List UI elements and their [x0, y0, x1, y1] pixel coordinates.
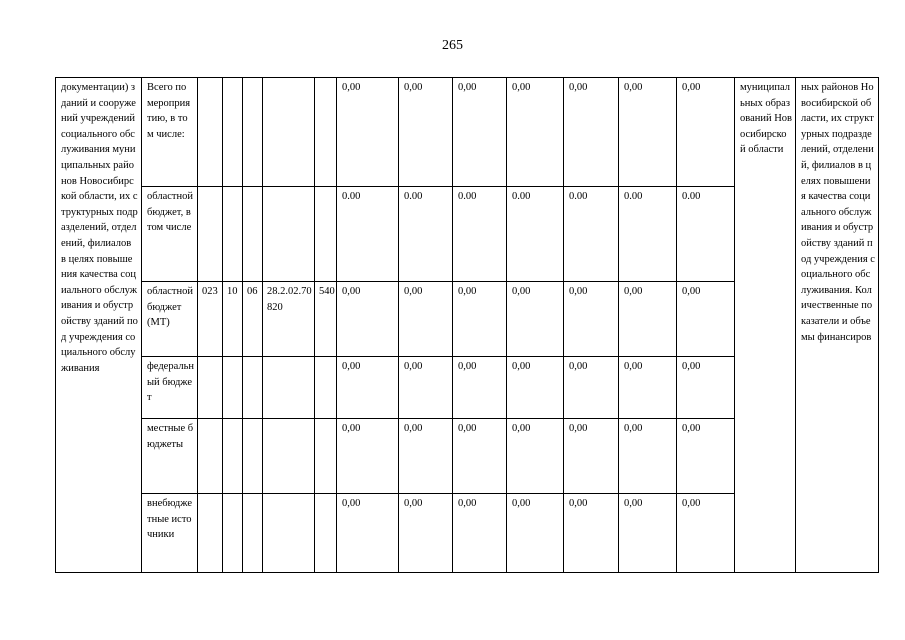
value-cell: 0,00: [453, 78, 507, 187]
grbs-cell: [198, 78, 223, 187]
csr-cell: [263, 357, 315, 419]
measure-description: документации) зданий и сооружений учреждений социального обслуживания муниципальных районов Новосибирской области, их структурных подразделений, отделений, филиалов в целях повышения качества социального обслуживания и обустройству зданий под учреждения социального обслуживания: [56, 78, 142, 573]
value-cell: 0,00: [507, 494, 564, 573]
executor-cell: муниципальных образований Новосибирской области: [735, 78, 796, 573]
value-cell: 0,00: [507, 357, 564, 419]
csr-cell: [263, 494, 315, 573]
vr-cell: [315, 187, 337, 282]
value-cell: 0.00: [677, 187, 735, 282]
csr-cell: [263, 78, 315, 187]
csr-cell: 28.2.02.70820: [263, 282, 315, 357]
grbs-cell: [198, 357, 223, 419]
funding-source-cell: местные бюджеты: [142, 419, 198, 494]
vr-cell: [315, 357, 337, 419]
rz-cell: [223, 78, 243, 187]
funding-source-cell: областной бюджет, в том числе: [142, 187, 198, 282]
rz-cell: [223, 357, 243, 419]
value-cell: 0,00: [337, 282, 399, 357]
vr-cell: [315, 419, 337, 494]
funding-source-cell: областной бюджет (МТ): [142, 282, 198, 357]
value-cell: 0,00: [399, 282, 453, 357]
grbs-cell: [198, 419, 223, 494]
rz-cell: [223, 494, 243, 573]
grbs-cell: 023: [198, 282, 223, 357]
value-cell: 0,00: [453, 419, 507, 494]
rz-cell: [223, 419, 243, 494]
value-cell: 0,00: [564, 282, 619, 357]
pr-cell: [243, 78, 263, 187]
value-cell: 0.00: [564, 187, 619, 282]
grbs-cell: [198, 187, 223, 282]
rz-cell: [223, 187, 243, 282]
value-cell: 0,00: [677, 419, 735, 494]
value-cell: 0,00: [677, 78, 735, 187]
funding-source-cell: Всего по мероприятию, в том числе:: [142, 78, 198, 187]
pr-cell: [243, 419, 263, 494]
table-row: [56, 78, 879, 187]
funding-source-cell: федеральный бюджет: [142, 357, 198, 419]
page-number: 265: [442, 38, 463, 53]
value-cell: 0,00: [337, 357, 399, 419]
value-cell: 0,00: [619, 494, 677, 573]
pr-cell: 06: [243, 282, 263, 357]
csr-cell: [263, 187, 315, 282]
value-cell: 0,00: [337, 494, 399, 573]
grbs-cell: [198, 494, 223, 573]
value-cell: 0,00: [453, 494, 507, 573]
vr-cell: 540: [315, 282, 337, 357]
value-cell: 0,00: [507, 282, 564, 357]
pr-cell: [243, 494, 263, 573]
value-cell: 0,00: [564, 494, 619, 573]
value-cell: 0,00: [564, 78, 619, 187]
pr-cell: [243, 187, 263, 282]
value-cell: 0.00: [619, 187, 677, 282]
value-cell: 0.00: [507, 187, 564, 282]
vr-cell: [315, 494, 337, 573]
value-cell: 0,00: [564, 357, 619, 419]
rz-cell: 10: [223, 282, 243, 357]
value-cell: 0,00: [619, 282, 677, 357]
value-cell: 0,00: [564, 419, 619, 494]
value-cell: 0,00: [337, 419, 399, 494]
value-cell: 0,00: [337, 78, 399, 187]
value-cell: 0.00: [399, 187, 453, 282]
vr-cell: [315, 78, 337, 187]
value-cell: 0,00: [677, 282, 735, 357]
expected-result-cell: ных районов Новосибирской области, их структурных подразделений, отделений, филиалов в целях повышения качества социального обслуживания и обустройству зданий под учреждения социального обслуживания. Количественные показатели и объемы финансиров: [796, 78, 879, 573]
csr-cell: [263, 419, 315, 494]
value-cell: 0,00: [399, 419, 453, 494]
value-cell: 0,00: [453, 357, 507, 419]
pr-cell: [243, 357, 263, 419]
value-cell: 0,00: [507, 78, 564, 187]
value-cell: 0,00: [677, 494, 735, 573]
value-cell: 0,00: [399, 494, 453, 573]
value-cell: 0,00: [619, 357, 677, 419]
value-cell: 0,00: [507, 419, 564, 494]
value-cell: 0.00: [337, 187, 399, 282]
value-cell: 0,00: [677, 357, 735, 419]
value-cell: 0,00: [453, 282, 507, 357]
funding-source-cell: внебюджетные источники: [142, 494, 198, 573]
value-cell: 0.00: [453, 187, 507, 282]
value-cell: 0,00: [399, 357, 453, 419]
value-cell: 0,00: [619, 78, 677, 187]
value-cell: 0,00: [619, 419, 677, 494]
financing-table: [55, 77, 879, 573]
value-cell: 0,00: [399, 78, 453, 187]
